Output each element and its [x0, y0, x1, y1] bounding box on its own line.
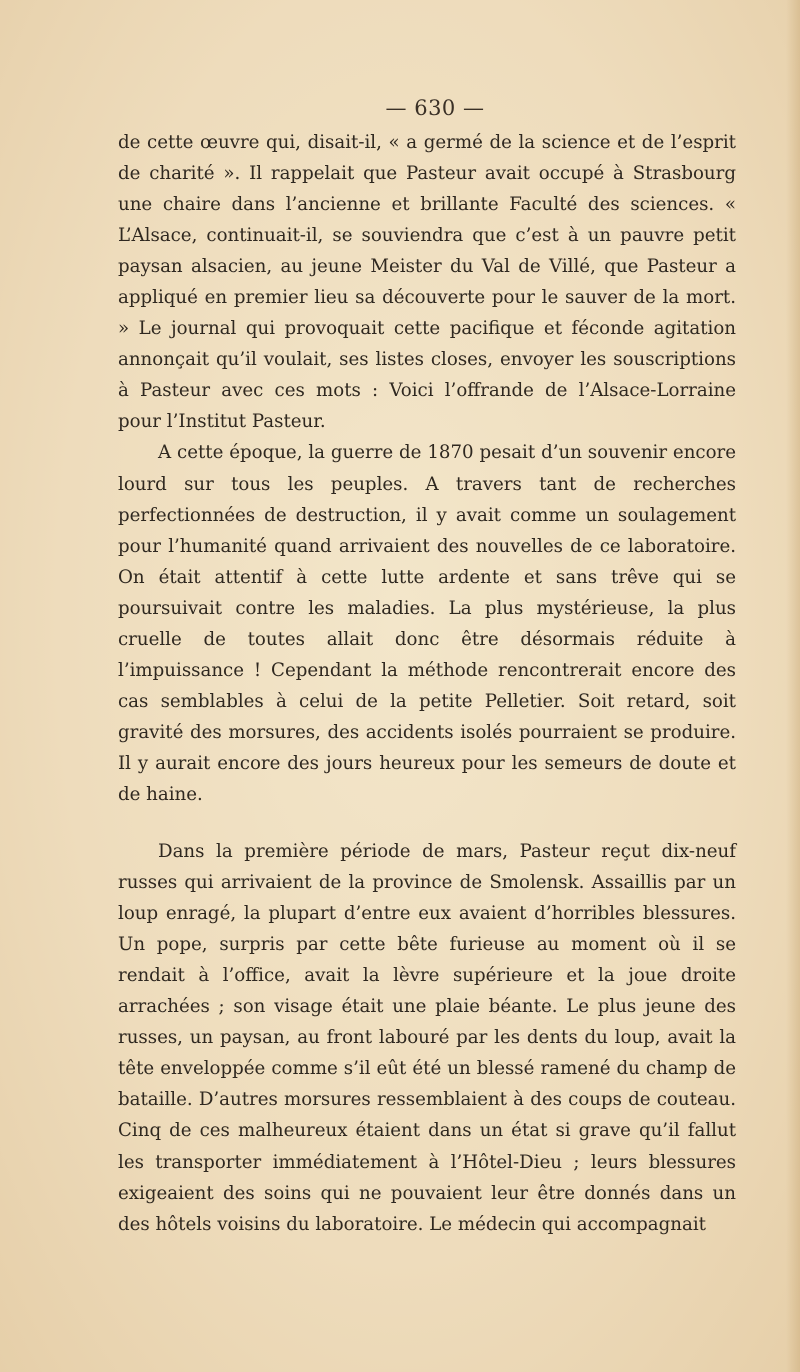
body-text: [118, 127, 736, 1240]
paragraph-russian-patients: Dans la première période de mars, Pasteur reçut dix-neuf russes qui arrivaient de la province de Smolensk. Assaillis par un loup enragé, la plupart d’entre eux avaient d’horribles blessures. Un pope, surpris par cette bête furieuse au moment où il se rendait à l’office, avait la lèvre supérieure et la joue droite arrachées ; son visage était une plaie béante. Le plus jeune des russes, un paysan, au front labouré par les dents du loup, avait la tête enveloppée comme s’il eût été un blessé ramené du champ de bataille. D’autres morsures ressemblaient à des coups de couteau. Cinq de ces malheureux étaient dans un état si grave qu’il fallut les transporter immédiatement à l’Hôtel-Dieu ; leurs blessures exigeaient des soins qui ne pouvaient leur être donnés dans un des hôtels voisins du laboratoire. Le médecin qui accompagnait: [118, 841, 736, 1235]
page-edge-shadow: [786, 0, 800, 1372]
page-number: — 630 —: [385, 96, 485, 120]
paragraph-war-1870: A cette époque, la guerre de 1870 pesait d’un souvenir encore lourd sur tous les peuples. A travers tant de recherches perfectionnées de destruction, il y avait comme un soulagement pour l’humanité quand arrivaient des nouvelles de ce laboratoire. On était attentif à cette lutte ardente et sans trêve qui se poursuivait contre les maladies. La plus mystérieuse, la plus cruelle de toutes allait donc être désormais réduite à l’impuissance ! Cependant la méthode rencontrerait encore des cas semblables à celui de la petite Pelletier. Soit retard, soit gravité des morsures, des accidents isolés pourraient se produire. Il y aurait encore des jours heureux pour les semeurs de doute et de haine.: [118, 442, 736, 805]
paragraph-continuation: de cette œuvre qui, disait-il, « a germé de la science et de l’esprit de charité ». Il rappelait que Pasteur avait occupé à Strasbourg une chaire dans l’ancienne et brillante Faculté des sciences. « L’Alsace, continuait-il, se souviendra que c’est à un pauvre petit paysan alsacien, au jeune Meister du Val de Villé, que Pasteur a appliqué en premier lieu sa découverte pour le sauver de la mort. » Le journal qui provoquait cette pacifique et féconde agitation annonçait qu’il voulait, ses listes closes, envoyer les souscriptions à Pasteur avec ces mots : Voici l’offrande de l’Alsace-Lorraine pour l’Institut Pasteur.: [118, 132, 736, 433]
